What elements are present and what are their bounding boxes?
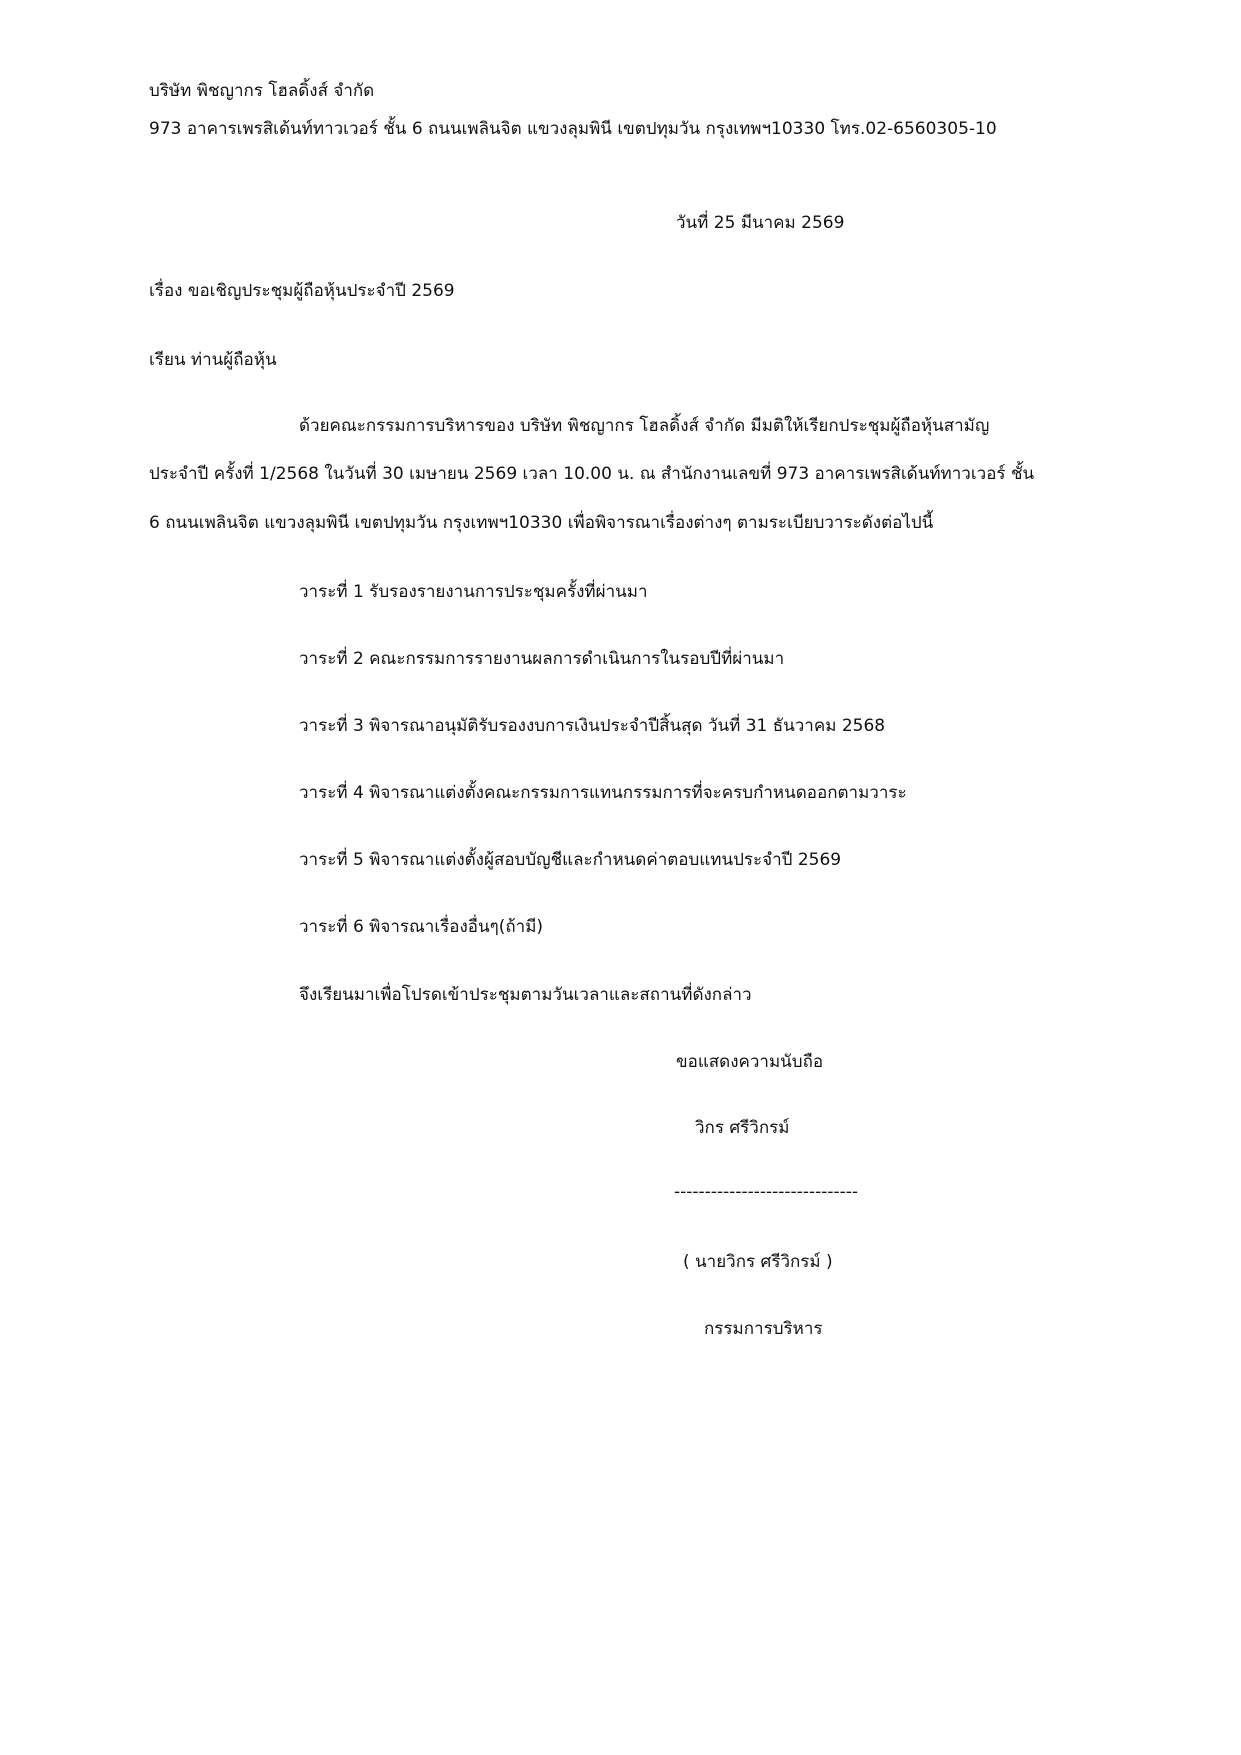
company-name: บริษัท พิชญากร โฮลดิ้งส์ จำกัด [149, 81, 375, 101]
agenda-item-2: วาระที่ 2 คณะกรรมการรายงานผลการดำเนินการในรอบปีที่ผ่านมา [299, 649, 785, 669]
body-line-2: ประจำปี ครั้งที่ 1/2568 ในวันที่ 30 เมษายน 2569 เวลา 10.00 น. ณ สำนักงานเลขที่ 973 อาคารเพรสิเด้นท์ทาวเวอร์ ชั้น [149, 464, 1035, 484]
signature-position: กรรมการบริหาร [704, 1319, 823, 1339]
body-line-3: 6 ถนนเพลินจิต แขวงลุมพินี เขตปทุมวัน กรุงเทพฯ10330 เพื่อพิจารณาเรื่องต่างๆ ตามระเบียบวาระดังต่อไปนี้ [149, 513, 934, 533]
company-address: 973 อาคารเพรสิเด้นท์ทาวเวอร์ ชั้น 6 ถนนเพลินจิต แขวงลุมพินี เขตปทุมวัน กรุงเทพฯ10330 โทร.02-6560305-10 [149, 119, 997, 139]
signature-full-name: ( นายวิกร ศรีวิกรม์ ) [683, 1252, 833, 1272]
signature-name: วิกร ศรีวิกรม์ [695, 1118, 790, 1138]
agenda-item-6: วาระที่ 6 พิจารณาเรื่องอื่นๆ(ถ้ามี) [299, 917, 544, 937]
letter-subject: เรื่อง ขอเชิญประชุมผู้ถือหุ้นประจำปี 2569 [149, 281, 455, 301]
closing-request: จึงเรียนมาเพื่อโปรดเข้าประชุมตามวันเวลาและสถานที่ดังกล่าว [299, 985, 752, 1005]
agenda-item-1: วาระที่ 1 รับรองรายงานการประชุมครั้งที่ผ่านมา [299, 582, 648, 602]
agenda-item-4: วาระที่ 4 พิจารณาแต่งตั้งคณะกรรมการแทนกรรมการที่จะครบกำหนดออกตามวาระ [299, 783, 907, 803]
body-line-1: ด้วยคณะกรรมการบริหารของ บริษัท พิชญากร โฮลดิ้งส์ จำกัด มีมติให้เรียกประชุมผู้ถือหุ้นสามัญ [299, 416, 990, 436]
agenda-item-3: วาระที่ 3 พิจารณาอนุมัติรับรองงบการเงินประจำปีสิ้นสุด วันที่ 31 ธันวาคม 2568 [299, 716, 886, 736]
signature-closing: ขอแสดงความนับถือ [676, 1052, 824, 1072]
signature-line: ------------------------------ [674, 1182, 859, 1202]
letter-date: วันที่ 25 มีนาคม 2569 [676, 213, 845, 233]
letter-recipient: เรียน ท่านผู้ถือหุ้น [149, 350, 277, 370]
agenda-item-5: วาระที่ 5 พิจารณาแต่งตั้งผู้สอบบัญชีและกำหนดค่าตอบแทนประจำปี 2569 [299, 850, 842, 870]
